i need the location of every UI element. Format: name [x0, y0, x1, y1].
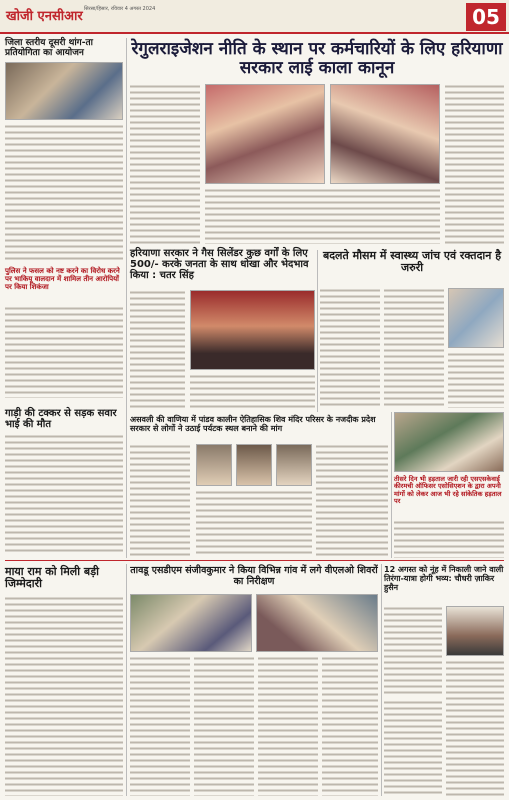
- headline-lead: रेगुलराइजेशन नीति के स्थान पर कर्मचारियों के लिए हरियाणा सरकार लाई काला कानून: [131, 39, 503, 79]
- lead-column-last: [445, 84, 504, 244]
- story-strike-body: [394, 520, 504, 558]
- column-rule-mid: [317, 250, 318, 412]
- story-health-col-2: [384, 288, 444, 408]
- story-temple-col-3: [316, 444, 388, 556]
- column-rule-right: [391, 412, 392, 558]
- photo-chatar-singh: [190, 290, 315, 370]
- story-tiranga-col-1: [384, 606, 442, 696]
- headline-maya-ram: माया राम को मिली बड़ी जिम्मेदारी: [5, 565, 99, 591]
- story-health-col-1: [320, 288, 380, 408]
- photo-strike: [394, 412, 504, 472]
- story-sdm-col-2: [194, 656, 254, 796]
- story-sdm-col-4: [322, 656, 378, 796]
- story-gas-col-1: [130, 290, 185, 410]
- column-rule-right-bottom: [381, 564, 382, 796]
- photo-sdm-inspection-2: [256, 594, 378, 652]
- story-tiranga-col-2: [446, 660, 504, 796]
- story-maya-ram-body: [5, 596, 123, 796]
- column-rule-left-bottom: [126, 564, 127, 796]
- headline-gas: हरियाणा सरकार ने गैस सिलेंडर कुछ वर्गों के लिए 500/- करके जनता के साथ धोखा और भेदभाव किया : चतर सिंह: [130, 248, 309, 282]
- headline-accident: गाड़ी की टक्कर से सड़क सवार भाई की मौत: [5, 408, 117, 431]
- story-sdm-col-3: [258, 656, 318, 796]
- photo-sdm-inspection-1: [130, 594, 252, 652]
- column-rule-left: [126, 38, 127, 558]
- story-tiranga-col-3: [384, 700, 442, 796]
- masthead-logo: खोजी एनसीआर: [6, 9, 83, 24]
- story-thang-ta-body: [5, 124, 123, 262]
- story-temple-col-1: [130, 444, 190, 556]
- page-number: 05: [466, 3, 506, 31]
- headline-tiranga: 12 अगस्त को नूंह में निकाली जाने वाली तिरंगा-यात्रा होगी भव्य: चौधरी ज़ाकिर हुसैन: [384, 565, 504, 592]
- photo-portrait-1: [196, 444, 232, 486]
- photo-portrait-2: [236, 444, 272, 486]
- photo-health-camp: [448, 288, 504, 348]
- headline-strike: तीसरे दिन भी हड़ताल जारी रही एसएसकेवाई कीरमची ऑफिसर एसोसिएशन के द्वारा अपनी मांगों को लेकर आज भी रहे सांकेतिक हड़ताल पर: [394, 475, 502, 505]
- story-temple-col-2: [196, 490, 312, 556]
- masthead: [0, 0, 509, 34]
- lead-caption-body: [205, 188, 440, 244]
- photo-portrait-3: [276, 444, 312, 486]
- photo-zakir-hussain: [446, 606, 504, 656]
- story-sdm-col-1: [130, 656, 190, 796]
- photo-protest-2: [330, 84, 440, 184]
- photo-protest-1: [205, 84, 325, 184]
- masthead-date: सिरसा/हिसार, रविवार 4 अगस्त 2024: [84, 6, 156, 12]
- headline-thang-ta: जिला स्तरीय दूसरी थांग-ता प्रतियोगिता का आयोजन: [5, 38, 93, 59]
- headline-police: पुलिस ने फसल को नष्ट करने का विरोध करने पर भाकियू वालदान में शामिल तीन आरोपियों पर किया शिकंजा: [5, 267, 120, 291]
- story-gas-col-2: [190, 374, 315, 410]
- story-police-body: [5, 306, 123, 398]
- headline-temple: असवली की वाणिया में पांडव कालीन ऐतिहासिक शिव मंदिर परिसर के नजदीक प्रदेश सरकार से लोगों ने उठाई पर्यटक स्थल बनाने की मांग: [130, 415, 376, 433]
- section-divider: [5, 560, 504, 561]
- headline-sdm: तावडू एसडीएम संजीवकुमार ने किया विभिन्न गांव में लगे वीएलओ शिवरों का निरीक्षण: [130, 565, 378, 587]
- photo-competition: [5, 62, 123, 120]
- headline-health: बदलते मौसम में स्वास्थ्य जांच एवं रक्तदान है जरुरी: [322, 249, 502, 275]
- story-accident-body: [5, 434, 123, 552]
- story-health-col-3: [448, 352, 504, 408]
- lead-column-1: [130, 84, 200, 244]
